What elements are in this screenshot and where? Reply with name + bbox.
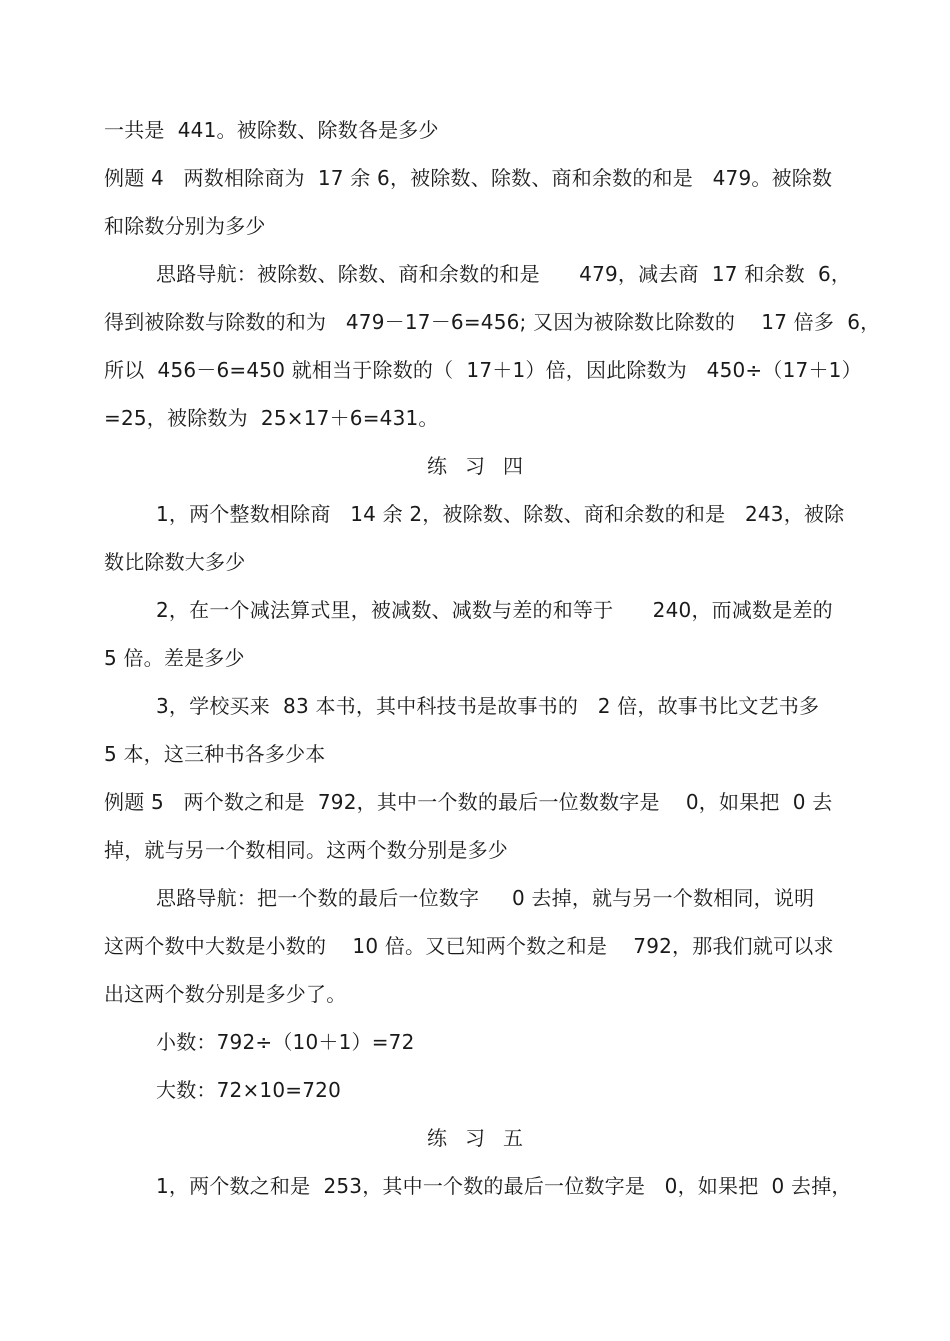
exercise-item: 1，两个数之和是 253，其中一个数的最后一位数字是 0，如果把 0 去掉， [156, 1174, 852, 1198]
example-5-title: 例题 5 两个数之和是 792，其中一个数的最后一位数数字是 0，如果把 0 去 [104, 790, 833, 814]
exercise-item: 1，两个整数相除商 14 余 2，被除数、除数、商和余数的和是 243，被除 [156, 502, 845, 526]
example-4-title: 例题 4 两数相除商为 17 余 6，被除数、除数、商和余数的和是 479。被除数 [104, 166, 833, 190]
large-number-formula: 大数：72×10=720 [156, 1078, 341, 1102]
text-line: 出这两个数分别是多少了。 [104, 982, 347, 1006]
text-line: 得到被除数与除数的和为 479－17－6=456; 又因为被除数比除数的 17 倍多 6， [104, 310, 881, 334]
exercise-item: 3，学校买来 83 本书，其中科技书是故事书的 2 倍，故事书比文艺书多 [156, 694, 820, 718]
text-line: 5 本，这三种书各多少本 [104, 742, 326, 766]
text-line: 这两个数中大数是小数的 10 倍。又已知两个数之和是 792，那我们就可以求 [104, 934, 834, 958]
text-line: 数比除数大多少 [104, 550, 246, 574]
exercise-item: 2，在一个减法算式里，被减数、减数与差的和等于 240，而减数是差的 [156, 598, 833, 622]
text-line: 和除数分别为多少 [104, 214, 266, 238]
solution-hint: 思路导航：把一个数的最后一位数字 0 去掉，就与另一个数相同，说明 [156, 886, 815, 910]
text-line: 一共是 441。被除数、除数各是多少 [104, 118, 439, 142]
section-heading-practice-5: 练习五 [427, 1126, 541, 1150]
small-number-formula: 小数：792÷（10＋1）=72 [156, 1030, 415, 1054]
text-line: 5 倍。差是多少 [104, 646, 245, 670]
text-line: 掉，就与另一个数相同。这两个数分别是多少 [104, 838, 508, 862]
text-line: =25，被除数为 25×17＋6=431。 [104, 406, 439, 430]
section-heading-practice-4: 练习四 [427, 454, 541, 478]
text-line: 所以 456－6=450 就相当于除数的（ 17＋1）倍，因此除数为 450÷（17＋1） [104, 358, 862, 382]
solution-hint: 思路导航：被除数、除数、商和余数的和是 479，减去商 17 和余数 6， [156, 262, 852, 286]
